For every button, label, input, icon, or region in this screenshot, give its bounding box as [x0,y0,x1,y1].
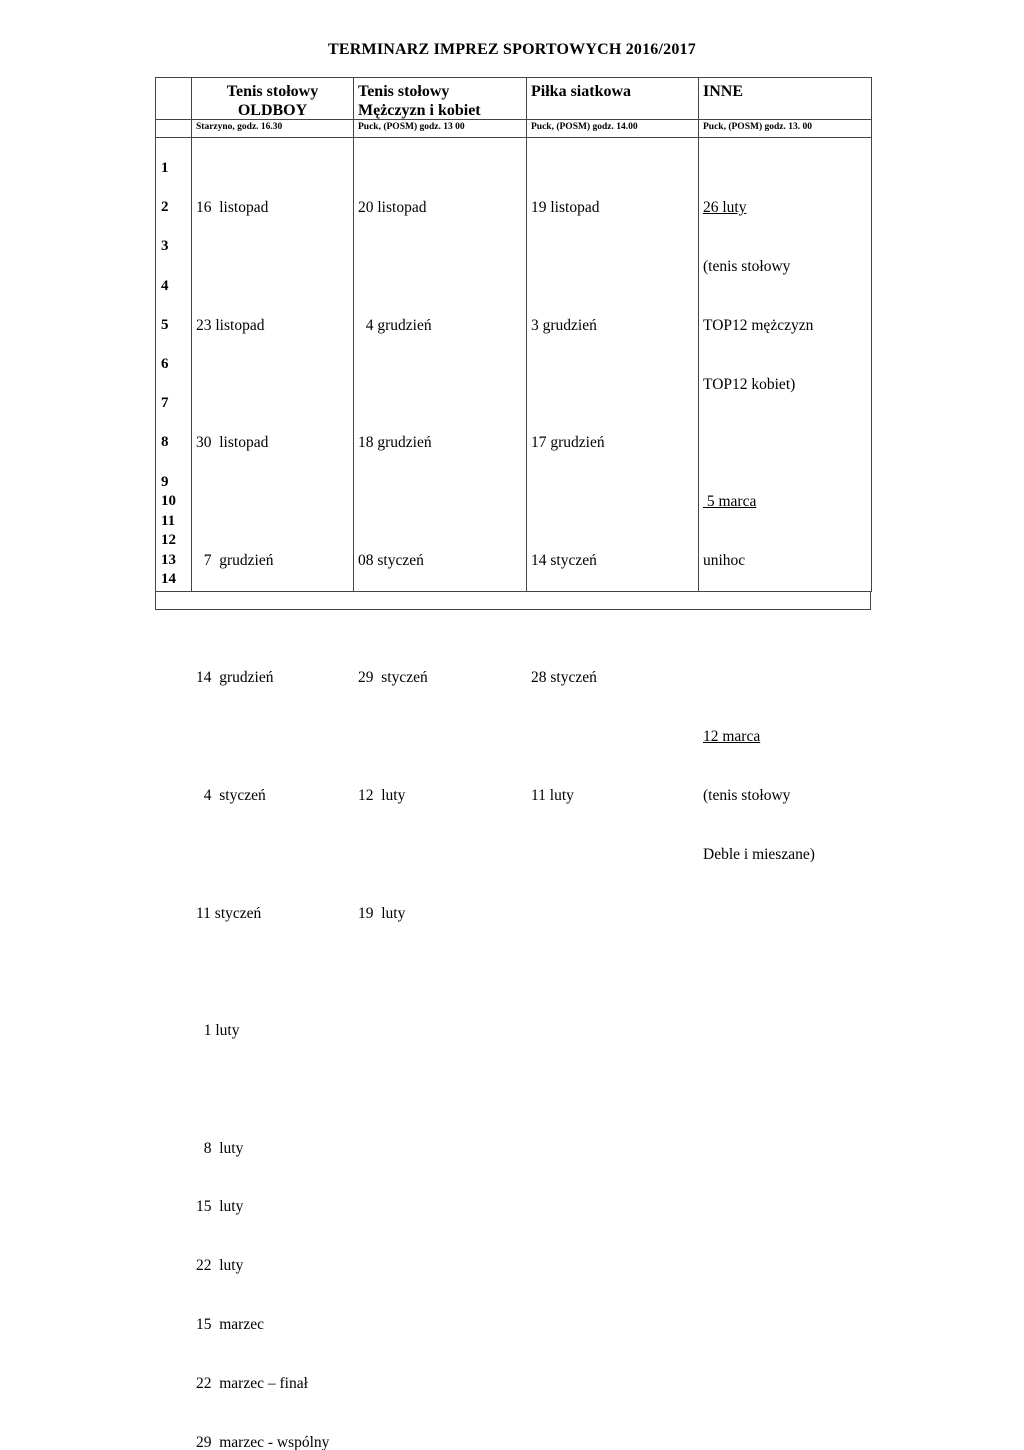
list-item: 23 listopad [196,316,265,334]
list-item [196,962,329,982]
row-number: 6 [161,355,169,372]
list-item: 1 luty [196,1022,240,1040]
volleyball-dates-column [531,159,605,825]
list-item: 29 marzec - wspólny [196,1433,330,1450]
list-item [196,727,329,747]
subheader-volleyball: Puck, (POSM) godz. 14.00 [531,122,638,132]
list-item [196,492,329,512]
header-oldboy-line2: OLDBOY [237,102,308,119]
row-number: 10 [161,493,176,510]
list-item: 8 luty [196,1139,244,1157]
list-item [358,845,432,865]
list-item [531,492,605,512]
event-note: TOP12 mężczyzn [703,316,814,334]
event-note: unihoc [703,551,746,569]
row-number: 5 [161,316,169,333]
list-item: 22 marzec – finał [196,1374,308,1392]
list-item [358,257,432,277]
header-men-women-line1: Tenis stołowy [358,83,450,100]
header-volleyball-line1: Piłka siatkowa [531,83,632,100]
list-item: 18 grudzień [358,434,432,452]
event-date: 26 luty [703,199,747,217]
row-number: 4 [161,277,169,294]
row-number [161,218,176,238]
row-number [161,335,176,355]
list-item: 08 styczeń [358,551,424,569]
list-item: 19 listopad [531,199,600,217]
list-item: 11 styczeń [196,904,262,922]
header-oldboy [192,82,353,120]
event-date: 12 marca [703,728,761,746]
men-women-dates-column [358,159,432,943]
list-item: 29 styczeń [358,669,428,687]
list-item: 19 luty [358,904,406,922]
list-item: 12 luty [358,787,406,804]
column-divider-4 [698,77,699,592]
list-item: 16 listopad [196,199,269,217]
event-note: (tenis stołowy [703,787,791,804]
list-item [358,610,432,630]
document-title: TERMINARZ IMPREZ SPORTOWYCH 2016/2017 [328,41,696,58]
other-events-column [703,159,815,884]
list-item: 14 grudzień [196,669,274,687]
column-divider-3 [526,77,527,592]
list-item: 28 styczeń [531,669,597,687]
event-date: 5 marca [703,493,757,511]
row-number: 13 [161,551,176,568]
row-number [161,414,176,434]
event-spacer [703,433,815,453]
row-number [161,453,176,473]
event-note: (tenis stołowy [703,257,791,275]
list-item: 11 luty [531,787,574,804]
event-note: Deble i mieszane) [703,845,815,863]
row-number: 12 [161,532,176,549]
row-number [161,179,176,199]
subheader-divider [155,137,872,138]
row-number: 8 [161,434,169,451]
subheader-men-women: Puck, (POSM) godz. 13 00 [358,122,465,132]
list-item: 14 styczeń [531,551,597,569]
row-number: 14 [161,571,176,588]
header-oldboy-line1: Tenis stołowy [226,83,319,100]
list-item: 4 grudzień [358,316,432,334]
list-item [196,845,329,865]
oldboy-dates-column [196,159,329,1450]
event-note: TOP12 kobiet) [703,375,796,393]
list-item [531,257,605,277]
list-item: 17 grudzień [531,434,605,452]
header-other-line1: INNE [703,83,744,100]
header-men-women [358,82,481,120]
subheader-other: Puck, (POSM) godz. 13. 00 [703,122,812,132]
list-item [196,1080,329,1100]
list-item: 20 listopad [358,199,427,217]
list-item [196,610,329,630]
event-spacer [703,610,815,630]
header-other [703,82,743,101]
list-item: 30 listopad [196,434,269,452]
header-men-women-line2: Mężczyzn i kobiet [358,102,481,119]
list-item [196,375,329,395]
row-number [161,375,176,395]
row-number: 7 [161,395,169,412]
header-volleyball [531,82,631,101]
list-item: 4 styczeń [196,787,266,804]
list-item [196,257,329,277]
list-item [358,375,432,395]
list-item: 3 grudzień [531,316,597,334]
row-number: 2 [161,199,169,216]
list-item: 15 marzec [196,1316,264,1334]
row-numbers-column [161,159,176,590]
list-item [358,727,432,747]
row-number: 9 [161,473,169,490]
list-item [531,375,605,395]
list-item: 7 grudzień [196,551,274,569]
list-item [531,727,605,747]
row-number: 3 [161,238,169,255]
row-number [161,257,176,277]
row-number: 1 [161,160,169,176]
subheader-oldboy: Starzyno, godz. 16.30 [196,122,283,132]
row-number [161,296,176,316]
event-spacer [703,668,815,688]
list-item [531,610,605,630]
column-divider-2 [353,77,354,592]
list-item: 22 luty [196,1257,244,1275]
list-item [358,492,432,512]
row-number: 11 [161,512,176,529]
list-item: 15 luty [196,1198,244,1216]
column-divider-1 [191,77,192,592]
